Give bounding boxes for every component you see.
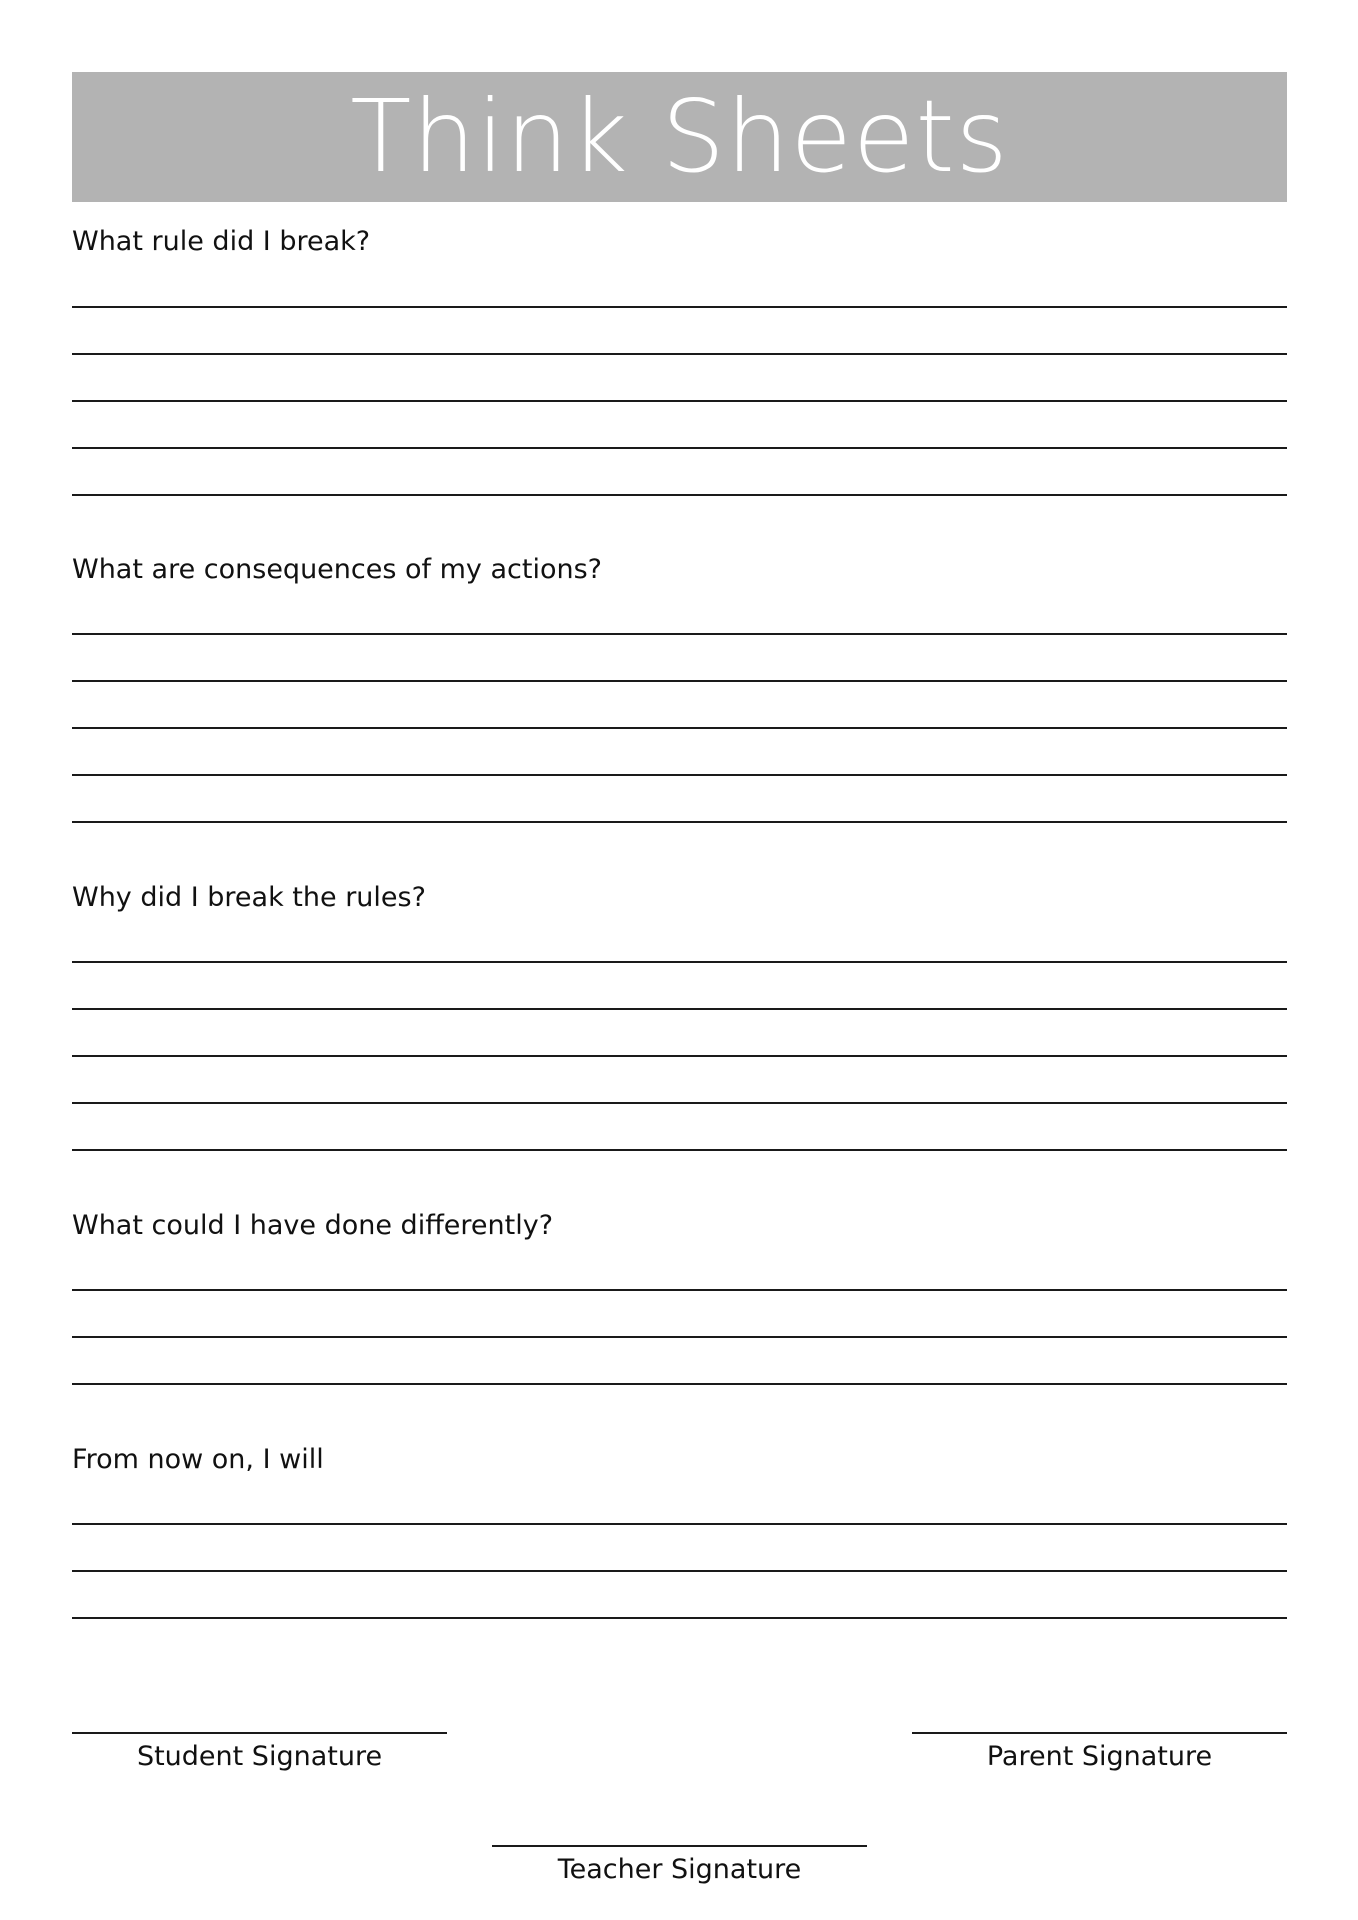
- answer-line[interactable]: [72, 774, 1287, 776]
- answer-line[interactable]: [72, 633, 1287, 635]
- answer-line[interactable]: [72, 400, 1287, 402]
- teacher-signature-line[interactable]: [492, 1845, 867, 1847]
- answer-line[interactable]: [72, 1336, 1287, 1338]
- answer-line[interactable]: [72, 1055, 1287, 1057]
- question-label-from-now-on: From now on, I will: [72, 1444, 324, 1475]
- question-label-rule-broken: What rule did I break?: [72, 226, 371, 257]
- answer-line[interactable]: [72, 1617, 1287, 1619]
- answer-line[interactable]: [72, 1523, 1287, 1525]
- answer-line[interactable]: [72, 1008, 1287, 1010]
- question-label-why: Why did I break the rules?: [72, 882, 426, 913]
- answer-line[interactable]: [72, 1289, 1287, 1291]
- parent-signature-label: Parent Signature: [986, 1741, 1213, 1772]
- answer-line[interactable]: [72, 1383, 1287, 1385]
- title-banner: [72, 72, 1287, 202]
- answer-line[interactable]: [72, 961, 1287, 963]
- parent-signature-line[interactable]: [912, 1732, 1287, 1734]
- answer-line[interactable]: [72, 727, 1287, 729]
- question-label-consequences: What are consequences of my actions?: [72, 554, 602, 585]
- student-signature-label: Student Signature: [136, 1741, 383, 1772]
- answer-line[interactable]: [72, 1570, 1287, 1572]
- answer-line[interactable]: [72, 447, 1287, 449]
- answer-line[interactable]: [72, 494, 1287, 496]
- question-label-differently: What could I have done differently?: [72, 1210, 554, 1241]
- teacher-signature-label: Teacher Signature: [557, 1854, 802, 1885]
- page-title: Think Sheets: [350, 78, 1009, 195]
- answer-line[interactable]: [72, 1149, 1287, 1151]
- answer-line[interactable]: [72, 353, 1287, 355]
- answer-line[interactable]: [72, 306, 1287, 308]
- answer-line[interactable]: [72, 680, 1287, 682]
- answer-line[interactable]: [72, 821, 1287, 823]
- answer-line[interactable]: [72, 1102, 1287, 1104]
- student-signature-line[interactable]: [72, 1732, 447, 1734]
